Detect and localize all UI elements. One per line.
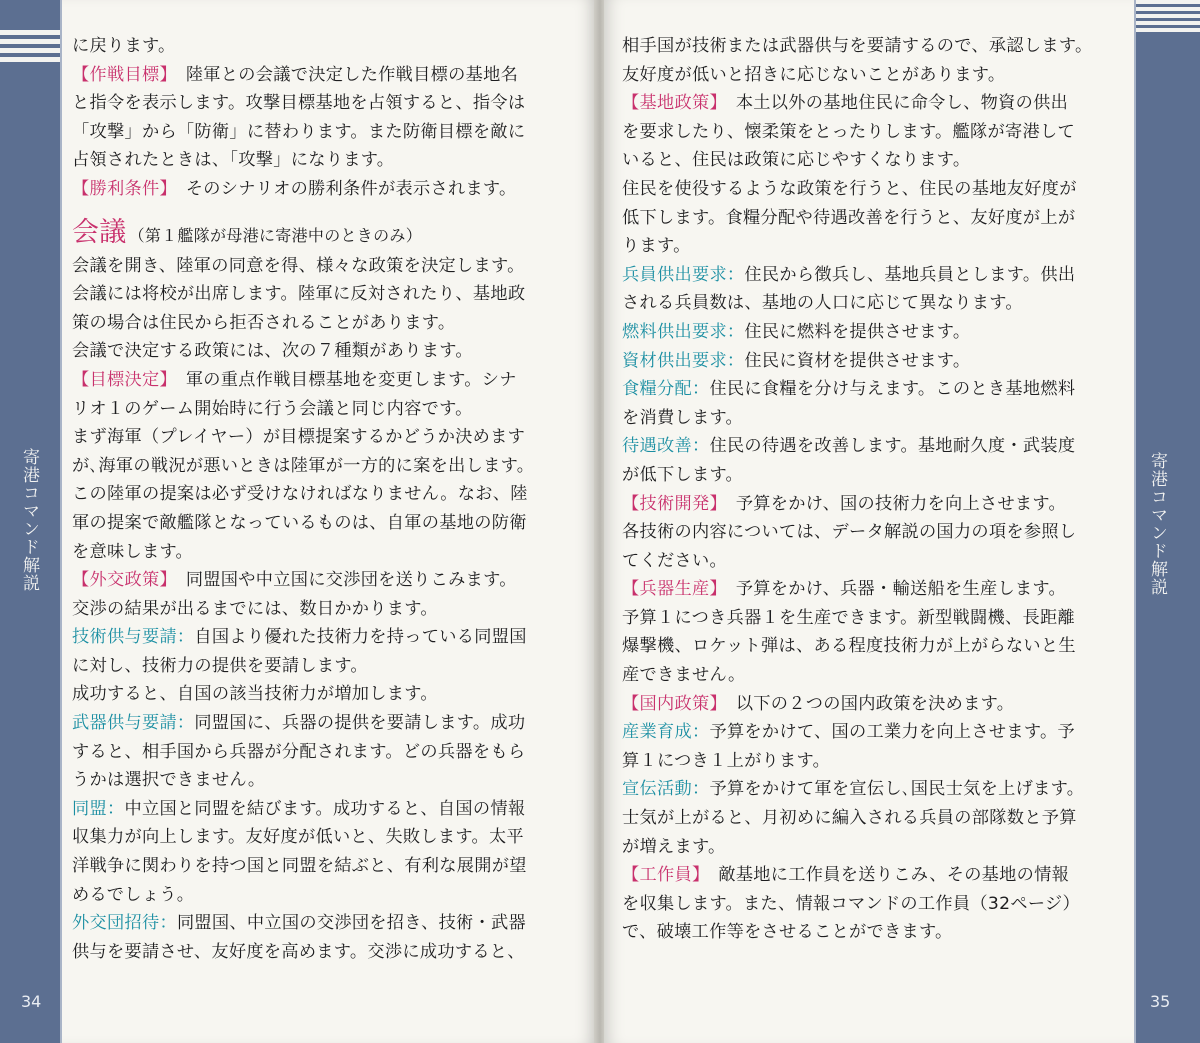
line-text: 陸軍との会議で決定した作戦目標の基地名 xyxy=(168,64,519,85)
text-line xyxy=(622,718,1122,747)
line-text: が､海軍の戦況が悪いときは陸軍が一方的に案を出します。 xyxy=(72,455,535,476)
line-text: 予算をかけ、国の技術力を向上させます。 xyxy=(718,493,1067,514)
line-text: ります。 xyxy=(622,236,691,257)
line-text: が低下します。 xyxy=(622,464,744,485)
text-line xyxy=(622,632,1122,661)
text-line xyxy=(72,709,572,738)
text-line xyxy=(622,747,1122,776)
text-line xyxy=(72,175,572,204)
margin-rule xyxy=(1134,0,1136,1043)
line-text: 住民に食糧を分け与えます。このとき基地燃料 xyxy=(709,379,1076,400)
line-text: を要求したり、懐柔策をとったりします。艦隊が寄港して xyxy=(622,121,1075,142)
line-text: が増えます。 xyxy=(622,836,726,857)
subterm-label: 武器供与要請： xyxy=(72,713,195,734)
text-line xyxy=(622,175,1122,204)
line-text: 本土以外の基地住民に命令し、物資の供出 xyxy=(718,93,1069,114)
text-line xyxy=(72,852,572,881)
subterm-label: 燃料供出要求： xyxy=(622,321,745,342)
edge-stripes xyxy=(1136,0,1200,38)
text-line xyxy=(72,480,572,509)
line-text: 収集力が向上します。友好度が低いと、失敗します。太平 xyxy=(72,827,524,848)
subterm-label: 食糧分配： xyxy=(622,379,710,400)
line-text: 占領されたときは、「攻撃」になります。 xyxy=(72,150,395,171)
line-text: 予算をかけ、兵器・輸送船を生産します。 xyxy=(718,579,1067,600)
text-line xyxy=(622,661,1122,690)
line-text: に戻ります。 xyxy=(72,36,176,56)
text-line xyxy=(622,890,1122,919)
line-text: 住民に資材を提供させます。 xyxy=(744,350,971,371)
text-line xyxy=(72,738,572,767)
text-line xyxy=(72,61,572,90)
subterm-label: 待遇改善： xyxy=(622,436,710,457)
text-line xyxy=(72,909,572,938)
line-text: 住民に燃料を提供させます。 xyxy=(744,321,971,342)
text-line xyxy=(72,423,572,452)
text-line xyxy=(622,690,1122,719)
line-text: される兵員数は、基地の人口に応じて異なります。 xyxy=(622,293,1023,314)
line-text: 住民から徴兵し、基地兵員とします。供出 xyxy=(744,264,1076,285)
subterm-label: 兵員供出要求： xyxy=(622,264,745,285)
term-label: 【技術開発】 xyxy=(622,493,719,514)
line-text: を意味します。 xyxy=(72,541,194,562)
line-text: まず海軍（プレイヤー）が目標提案するかどうか決めます xyxy=(72,427,526,448)
line-text: 策の場合は住民から拒否されることがあります。 xyxy=(72,312,456,333)
text-line xyxy=(72,32,572,61)
line-text: 自国より優れた技術力を持っている同盟国 xyxy=(194,627,527,648)
text-line xyxy=(72,595,572,624)
left-edge-bar xyxy=(0,0,60,1043)
line-text: 予算をかけて、国の工業力を向上させます。予 xyxy=(709,722,1075,743)
line-text: 軍の提案で敵艦隊となっているものは、自軍の基地の防衛 xyxy=(72,512,527,533)
line-text: と指令を表示します。攻撃目標基地を占領すると、指令は xyxy=(72,93,526,114)
term-label: 【作戦目標】 xyxy=(72,64,169,85)
right-edge-bar xyxy=(1136,0,1200,1043)
text-line xyxy=(622,575,1122,604)
text-line xyxy=(72,280,572,309)
line-text: いると、住民は政策に応じやすくなります。 xyxy=(622,150,971,171)
text-line xyxy=(622,232,1122,261)
text-line xyxy=(622,547,1122,576)
line-text: 交渉の結果が出るまでには、数日かかります。 xyxy=(72,598,438,619)
text-line xyxy=(622,146,1122,175)
left-page xyxy=(0,0,596,1043)
text-line xyxy=(622,833,1122,862)
text-line xyxy=(622,89,1122,118)
text-line xyxy=(72,452,572,481)
line-text: 算１につき１上がります。 xyxy=(622,750,831,771)
margin-rule xyxy=(60,0,62,1043)
text-line xyxy=(622,118,1122,147)
text-line xyxy=(622,61,1122,90)
term-label: 【兵器生産】 xyxy=(622,579,719,600)
line-text: 産できません。 xyxy=(622,665,746,686)
text-line xyxy=(622,32,1122,61)
text-line xyxy=(72,118,572,147)
text-line xyxy=(622,318,1122,347)
subterm-label: 外交団招待： xyxy=(72,913,177,934)
subterm-label: 産業育成： xyxy=(622,722,710,743)
subterm-label: 技術供与要請： xyxy=(72,627,195,648)
text-line xyxy=(72,566,572,595)
line-text: てください。 xyxy=(622,550,727,571)
text-line xyxy=(622,775,1122,804)
text-line xyxy=(622,861,1122,890)
line-text: 同盟国や中立国に交渉団を送りこみます。 xyxy=(168,570,517,591)
text-line xyxy=(72,309,572,338)
text-line xyxy=(72,938,572,967)
line-text: 同盟国、中立国の交渉団を招き、技術・武器 xyxy=(176,913,527,934)
text-line xyxy=(72,795,572,824)
line-text: 住民の待遇を改善します。基地耐久度・武装度 xyxy=(709,436,1076,457)
subterm-label: 同盟： xyxy=(72,798,125,819)
line-text: すると、相手国から兵器が分配されます。どの兵器をもら xyxy=(72,741,526,762)
text-line xyxy=(622,261,1122,290)
line-text: リオ１のゲーム開始時に行う会議と同じ内容です。 xyxy=(72,398,473,419)
line-text: 各技術の内容については、データ解説の国力の項を参照し xyxy=(622,522,1077,543)
text-line xyxy=(72,623,572,652)
text-line xyxy=(72,366,572,395)
text-line xyxy=(622,432,1122,461)
line-text: この陸軍の提案は必ず受けなければなりません。なお、陸 xyxy=(72,484,528,505)
heading-title: 会議 xyxy=(72,216,127,248)
text-line xyxy=(622,518,1122,547)
term-label: 【外交政策】 xyxy=(72,570,169,591)
line-text: 低下します。食糧分配や待遇改善を行うと、友好度が上が xyxy=(622,207,1076,228)
line-text: 「攻撃」から「防衛」に替わります。また防衛目標を敵に xyxy=(72,121,526,142)
line-text: 洋戦争に関わりを持つ国と同盟を結ぶと、有利な展開が望 xyxy=(72,856,527,877)
line-text: めるでしょう。 xyxy=(72,884,195,905)
left-text-column xyxy=(72,32,572,966)
text-line xyxy=(622,604,1122,633)
term-label: 【目標決定】 xyxy=(72,369,169,390)
text-line xyxy=(72,395,572,424)
right-page xyxy=(604,0,1200,1043)
line-text: うかは選択できません。 xyxy=(72,770,266,791)
line-text: 供与を要請させ、友好度を高めます。交渉に成功すると、 xyxy=(72,941,525,962)
edge-stripes xyxy=(0,30,60,68)
text-line xyxy=(622,918,1122,947)
page-number: 35 xyxy=(1150,992,1171,1011)
term-label: 【工作員】 xyxy=(622,865,701,886)
line-text: 爆撃機、ロケット弾は、ある程度技術力が上がらないと生 xyxy=(622,636,1076,657)
term-label: 【勝利条件】 xyxy=(72,178,169,199)
line-text: で、破壊工作等をさせることができます。 xyxy=(622,922,953,943)
term-label: 【国内政策】 xyxy=(622,693,719,714)
text-line xyxy=(622,347,1122,376)
right-text-column xyxy=(622,32,1122,947)
text-line xyxy=(72,146,572,175)
text-line xyxy=(72,337,572,366)
line-text: 会議を開き、陸軍の同意を得、様々な政策を決定します。 xyxy=(72,255,525,276)
line-text: 相手国が技術または武器供与を要請するので、承認します。 xyxy=(622,36,1093,56)
text-line xyxy=(622,204,1122,233)
line-text: 予算１につき兵器１を生産できます。新型戦闘機、長距離 xyxy=(622,607,1075,628)
section-title: 寄港コマンド解説 xyxy=(1147,452,1167,596)
line-text: を収集します。また、情報コマンドの工作員（32ページ） xyxy=(622,893,1080,914)
subterm-label: 資材供出要求： xyxy=(622,350,745,371)
line-text: そのシナリオの勝利条件が表示されます。 xyxy=(168,178,517,199)
text-line xyxy=(72,881,572,910)
text-line xyxy=(622,375,1122,404)
heading-note: （第１艦隊が母港に寄港中のときのみ） xyxy=(128,225,423,245)
line-text: 会議には将校が出席します。陸軍に反対されたり、基地政 xyxy=(72,284,526,305)
text-line xyxy=(622,404,1122,433)
line-text: 以下の２つの国内政策を決めます。 xyxy=(718,693,1015,714)
subterm-label: 宣伝活動： xyxy=(622,779,710,800)
text-line xyxy=(72,652,572,681)
line-text: 友好度が低いと招きに応じないことがあります。 xyxy=(622,64,1006,85)
text-line xyxy=(72,766,572,795)
text-line xyxy=(622,461,1122,490)
line-text: 住民を使役するような政策を行うと、住民の基地友好度が xyxy=(622,178,1077,199)
text-line xyxy=(72,538,572,567)
text-line xyxy=(72,509,572,538)
text-line xyxy=(72,89,572,118)
text-line xyxy=(72,252,572,281)
line-text: 予算をかけて軍を宣伝し､国民士気を上げます。 xyxy=(709,779,1085,800)
line-text: 軍の重点作戦目標基地を変更します。シナ xyxy=(168,369,517,390)
line-text: に対し、技術力の提供を要請します。 xyxy=(72,655,368,676)
term-label: 【基地政策】 xyxy=(622,93,719,114)
line-text: 成功すると、自国の該当技術力が増加します。 xyxy=(72,684,438,705)
section-heading xyxy=(72,214,572,252)
line-text: 中立国と同盟を結びます。成功すると、自国の情報 xyxy=(124,798,526,819)
page-number: 34 xyxy=(21,992,42,1011)
line-text: を消費します。 xyxy=(622,407,744,428)
text-line xyxy=(622,804,1122,833)
text-line xyxy=(72,680,572,709)
line-text: 会議で決定する政策には、次の７種類があります。 xyxy=(72,341,473,362)
line-text: 同盟国に、兵器の提供を要請します。成功 xyxy=(194,713,526,734)
line-text: 士気が上がると、月初めに編入される兵員の部隊数と予算 xyxy=(622,808,1077,829)
text-line xyxy=(622,490,1122,519)
section-title: 寄港コマンド解説 xyxy=(19,448,39,592)
line-text: 敵基地に工作員を送りこみ、その基地の情報 xyxy=(700,865,1070,886)
text-line xyxy=(72,823,572,852)
text-line xyxy=(622,289,1122,318)
